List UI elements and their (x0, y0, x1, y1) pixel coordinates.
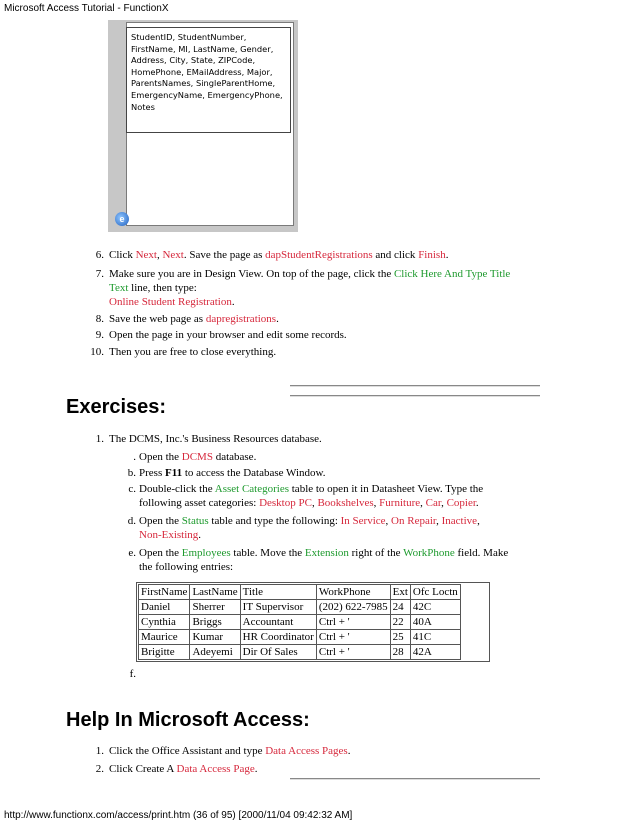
table-header-row (139, 585, 461, 600)
field-line: ParentsNames, SingleParentHome, (131, 78, 276, 89)
col-header: LastName (190, 585, 240, 600)
cell: 42A (410, 645, 460, 660)
sub-number: c. (128, 483, 136, 495)
next-link[interactable]: Next (135, 249, 157, 261)
page-header: Microsoft Access Tutorial - FunctionX (4, 3, 169, 14)
ie-icon: e (115, 212, 129, 226)
field-list-box (126, 27, 291, 133)
cell: 28 (390, 645, 410, 660)
step-number: 10. (90, 346, 104, 358)
cell: Dir Of Sales (240, 645, 316, 660)
cell: 40A (410, 615, 460, 630)
exercise-c: Double-click the Asset Categories table to open it in Datasheet View. Type the (139, 483, 484, 495)
help-2: Click Create A Data Access Page. (109, 763, 258, 775)
step-7-cont: Text line, then type: (109, 282, 197, 294)
step-8: Save the web page as dapregistrations. (109, 313, 279, 325)
help-heading: Help In Microsoft Access: (66, 709, 310, 731)
sub-number: d. (127, 515, 136, 527)
field-line: HomePhone, EMailAddress, Major, (131, 66, 273, 77)
divider (290, 395, 540, 397)
step-6: Click Next, Next. Save the page as dapStudentRegistrations and click Finish. (109, 249, 449, 261)
click-here-link[interactable]: Click Here And Type Title (393, 268, 511, 280)
col-header: Title (240, 585, 316, 600)
item-number: 1. (95, 745, 104, 757)
exercise-a: Open the DCMS database. (139, 451, 257, 463)
cell: Kumar (190, 630, 240, 645)
table-row (139, 645, 461, 660)
table-row (139, 615, 461, 630)
field-line: StudentID, StudentNumber, (131, 32, 247, 42)
col-header: WorkPhone (316, 585, 390, 600)
table-row (139, 600, 461, 615)
help-link[interactable]: Data Access Pages (265, 745, 348, 757)
cell: Brigitte (139, 645, 190, 660)
help-1: Click the Office Assistant and type Data Access Pages. (109, 745, 351, 757)
step-7: Make sure you are in Design View. On top of the page, click the Click Here And Type Title (109, 268, 511, 280)
step-9: Open the page in your browser and edit some records. (109, 329, 347, 341)
sub-number: f. (129, 668, 136, 680)
exercise-e-cont: the following entries: (139, 561, 234, 573)
cell: 25 (390, 630, 410, 645)
field-line: EmergencyName, EmergencyPhone, (131, 89, 283, 100)
sub-number: e. (128, 547, 136, 559)
step-7-title: Online Student Registration. (109, 296, 235, 308)
cell: Ctrl + ' (316, 630, 390, 645)
cell: Ctrl + ' (316, 645, 390, 660)
item-number: 1. (95, 433, 104, 445)
step-number: 7. (95, 268, 104, 280)
cell: Accountant (240, 615, 316, 630)
item-number: 2. (95, 763, 104, 775)
field-line: FirstName, MI, LastName, Gender, (131, 43, 274, 54)
step-10: Then you are free to close everything. (109, 346, 277, 358)
cell: (202) 622-7985 (316, 600, 390, 615)
table-row (139, 630, 461, 645)
cell: Ctrl + ' (316, 615, 390, 630)
finish-link[interactable]: Finish (418, 249, 446, 261)
cell: Daniel (139, 600, 190, 615)
help-link[interactable]: Data Access Page (176, 763, 255, 775)
cell: 42C (410, 600, 460, 615)
exercise-1: The DCMS, Inc.'s Business Resources database. (109, 433, 322, 445)
cell: 41C (410, 630, 460, 645)
exercise-d-cont: Non-Existing. (139, 529, 202, 541)
cell: Maurice (139, 630, 190, 645)
cell: Briggs (190, 615, 240, 630)
sub-number: b. (127, 467, 136, 479)
exercise-d: Open the Status table and type the following: In Service, On Repair, Inactive, (139, 515, 480, 527)
field-line: Notes (131, 101, 155, 112)
col-header: Ofc Loctn (410, 585, 460, 600)
step-number: 8. (95, 313, 104, 325)
cell: 22 (390, 615, 410, 630)
exercises-heading: Exercises: (66, 396, 167, 418)
field-line: Address, City, State, ZIPCode, (131, 55, 256, 66)
page-footer: http://www.functionx.com/access/print.htm (36 of 95) [2000/11/04 09:42:32 AM] (4, 810, 353, 821)
exercise-b: Press F11 to access the Database Window. (139, 467, 326, 479)
col-header: FirstName (139, 585, 190, 600)
cell: IT Supervisor (240, 600, 316, 615)
cell: HR Coordinator (240, 630, 316, 645)
cell: Adeyemi (190, 645, 240, 660)
step-number: 9. (95, 329, 104, 341)
employees-table (138, 584, 461, 660)
next-link[interactable]: Next (162, 249, 184, 261)
sub-number: . (133, 451, 136, 463)
exercise-c-cont: following asset categories: Desktop PC, Bookshelves, Furniture, Car, Copier. (139, 497, 479, 509)
exercise-e: Open the Employees table. Move the Extension right of the WorkPhone field. Make (139, 547, 509, 559)
step-number: 6. (95, 249, 104, 261)
cell: Cynthia (139, 615, 190, 630)
divider (290, 778, 540, 780)
dap-name: dapStudentRegistrations (265, 249, 373, 261)
col-header: Ext (390, 585, 410, 600)
cell: 24 (390, 600, 410, 615)
divider (290, 385, 540, 387)
cell: Sherrer (190, 600, 240, 615)
